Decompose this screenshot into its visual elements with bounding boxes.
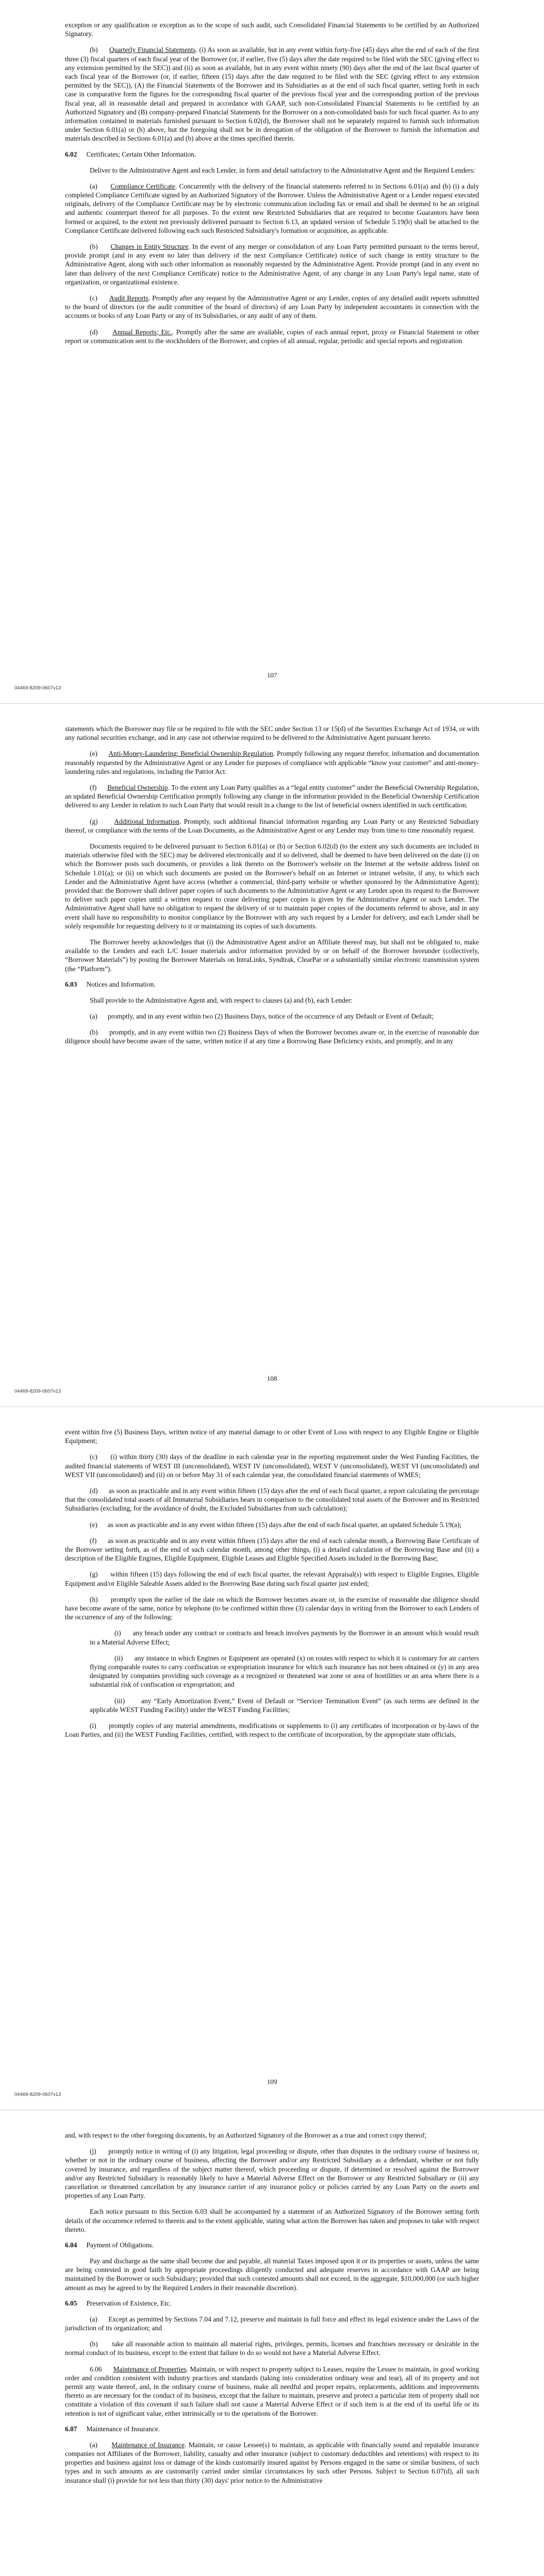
paragraph-text: Maintain, or with respect to property subject to Leases, require the Lessee to maintain, in good working order and condition consistent with industry practices and standards (taking into consideration ordinary wear and tear), all of its property and not permit any waste thereof, and, in the ordinary course of business, make all needful and proper repairs, replacements, additions and improvements thereto as are necessary for the conduct of its business, except that the failure to maintain, preserve and protect a particular item of property shall not constitute a violation of this covenant if such failure shall not cause a Material Adverse Effect or if such item is at the end of its useful life or its retention is not of significant value, either intrinsically or to the operations of the Borrower.: [65, 2365, 479, 2417]
paragraph-text: Documents required to be delivered pursuant to Section 6.01(a) or (b) or Section 6.02(d) (to the extent any such documents are included in materials otherwise filed with the SEC) may be delivered electronically and if so delivered, shall be deemed to have been delivered on the date (i) on which the Borrower posts such documents, or provides a link thereto on the Borrower's website on the Internet at the website address listed on Schedule 1.01(a); or (ii) on which such documents are posted on the Borrower's behalf on an Internet or intranet website, if any, to which each Lender and the Administrative Agent have access (whether a commercial, third-party website or whether sponsored by the Administrative Agent); provided that: the Borrower shall deliver paper copies of such documents to the Administrative Agent or any Lender upon its request to the Borrower to deliver such paper copies until a written request to cease delivering paper copies is given by the Administrative Agent or such Lender. The Administrative Agent shall have no obligation to request the delivery of or to maintain paper copies of the documents referred to above, and in any event shall have no responsibility to monitor compliance by the Borrower with any such request by a Lender for delivery, and each Lender shall be solely responsible for requesting delivery to it or maintaining its copies of such documents.: [65, 842, 479, 930]
clause-heading: Maintenance of Properties: [113, 2365, 187, 2373]
paragraph-text: take all reasonable action to maintain all material rights, privileges, permits, licenses and franchises necessary or desirable in the normal conduct of its business, except to the extent that failure to do so would not have a Material Adverse Effect.: [65, 2340, 479, 2357]
section-number: 6.07: [65, 2425, 77, 2433]
section-number: 6.04: [65, 2241, 77, 2249]
paragraph: [65, 996, 479, 1005]
paragraph-text: (i) As soon as available, but in any event within forty-five (45) days after the end of each of the first three (3) fiscal quarters of each fiscal year of the Borrower (or, if earlier, five (5) days after the date required to be filed with the SEC (giving effect to any extension permitted by the SEC)) and (ii) as soon as available, but in any event within ninety (90) days after the end of the last fiscal quarter of each fiscal year of the Borrower (or, if earlier, fifteen (15) days after the date required to be filed with the SEC (giving effect to any extension permitted by the SEC)), (A) the Financial Statements of the Borrower and its Subsidiaries as at the end of such fiscal quarter, setting forth in each case in comparative form the figures for the corresponding fiscal quarter of the previous fiscal year and the corresponding portion of the previous fiscal year, all in reasonable detail and prepared in accordance with GAAP, such non-Consolidated Financial Statements to be certified by an Authorized Signatory and (B) company-prepared Financial Statements for the Borrower on a non-consolidated basis for such fiscal quarter. As to any information contained in materials furnished pursuant to Section 6.02(d), the Borrower shall not be separately required to furnish such information under Section 6.01(a) or (b) above, but the foregoing shall not be in derogation of the obligation of the Borrower to furnish the information and materials described in Sections 6.01(a) and (b) above at the times specified therein.: [65, 46, 479, 143]
paragraph: [65, 21, 479, 38]
paragraph: [65, 1697, 479, 1714]
paragraph: [65, 166, 479, 175]
clause-heading: Beneficial Ownership: [107, 784, 168, 792]
document-id: 04469-8209-0607v13: [14, 685, 61, 691]
paragraph: (b) Quarterly Financial Statements. (i) As soon as available, but in any event within forty-five (45) days after the end of each of the first three (3) fiscal quarters of each fiscal year of the Borrower (or, if earlier, five (5) days after the date required to be filed with the SEC (giving effect to any extension permitted by the SEC)) and (ii) as soon as available, but in any event within ninety (90) days after the end of the last fiscal quarter of each fiscal year of the Borrower (or, if earlier, fifteen (15) days after the date required to be filed with the SEC (giving effect to any extension permitted by the SEC)), (A) the Financial Statements of the Borrower and its Subsidiaries as at the end of such fiscal quarter, setting forth in each case in comparative form the figures for the corresponding fiscal quarter of the previous fiscal year and the corresponding portion of the previous fiscal year, all in reasonable detail and prepared in accordance with GAAP, such non-Consolidated Financial Statements to be certified by an Authorized Signatory and (B) company-prepared Financial Statements for the Borrower on a non-consolidated basis for such fiscal quarter. As to any information contained in materials furnished pursuant to Section 6.02(d), the Borrower shall not be separately required to furnish such information under Section 6.01(a) or (b) above, but the foregoing shall not be in derogation of the obligation of the Borrower to furnish the information and materials described in Sections 6.01(a) and (b) above at the times specified therein.: [65, 46, 479, 143]
paragraph: (e) Anti-Money-Laundering; Beneficial Ownership Regulation. Promptly following any request therefor, information and documentation reasonably requested by the Administrative Agent or any Lender for purposes of compliance with applicable “know your customer” and anti-money-laundering rules and regulations, including the Patriot Act.: [65, 750, 479, 775]
document-id: 04469-8209-0607v13: [14, 1388, 61, 1394]
paragraph-text: statements which the Borrower may file or be required to file with the SEC under Section 13 or 15(d) of the Securities Exchange Act of 1934, or with any national securities exchange, and in any case not otherwise required to be delivered to the Administrative Agent pursuant hereto.: [65, 725, 479, 742]
paragraph-text: (i) within thirty (30) days of the deadline in each calendar year in the reporting requirement under the West Funding Facilities, the audited financial statements of WEST III (unconsolidated), WEST IV (unconsolidated), WEST V (unconsolidated), WEST VI (unconsolidated) and WEST VII (unconsolidated) and (ii) on or before May 31 of each calendar year, the consolidated financial statements of WMES;: [65, 1453, 479, 1479]
clause-label: (d): [90, 1487, 98, 1495]
paragraph: [65, 1570, 479, 1587]
paragraph-text: any instance in which Engines or Equipment are operated (x) on routes with respect to which it is customary for air carriers flying comparable routes to carry confiscation or expropriation insurance for which such insurance has not been obtained or (y) in any area designated by companies providing such coverage as a recognized or threatened war zone or area of hostilities or an area where there is a substantial risk of confiscation or expropriation; and: [90, 1654, 479, 1689]
paragraph-text: Shall provide to the Administrative Agent and, with respect to clauses (a) and (b), each Lender:: [90, 996, 353, 1004]
section-number: 6.05: [65, 2299, 77, 2307]
page-108: [0, 703, 544, 1406]
paragraph: [65, 1486, 479, 1513]
section-heading: [65, 2425, 479, 2433]
clause-label: (b): [90, 2340, 98, 2348]
page-110: [0, 2110, 544, 2576]
clause-label: (a): [90, 2315, 97, 2323]
paragraph: [65, 1721, 479, 1739]
section-heading: [65, 150, 479, 159]
clause-label: (h): [90, 1595, 98, 1603]
paragraph: [65, 842, 479, 930]
paragraph-text: Each notice pursuant to this Section 6.03 shall be accompanied by a statement of an Authorized Signatory of the Borrower setting forth details of the occurrence referred to therein and to the extent applicable, stating what action the Borrower has taken and proposes to take with respect thereto.: [65, 2208, 479, 2233]
clause-label: (g): [90, 817, 98, 825]
paragraph-text: as soon as practicable and in any event within fifteen (15) days after the end of each fiscal quarter, a report calculating the percentage that the consolidated total assets of all Immaterial Subsidiaries bears in comparison to the consolidated total assets of the Borrower and its Restricted Subsidiaries (excluding, for the avoidance of doubt, the Excluded Subsidiaries from such calculation);: [65, 1487, 479, 1513]
page-number: 107: [267, 671, 277, 679]
clause-label: (d): [90, 328, 98, 336]
section-heading: [65, 2299, 479, 2308]
paragraph: [65, 938, 479, 973]
paragraph-text: promptly copies of any material amendments, modifications or supplements to (i) any certificates of incorporation or by-laws of the Loan Parties, and (ii) the WEST Funding Facilities, certified, with respect to the certificate of incorporation, by the appropriate state officials,: [65, 1722, 480, 1739]
paragraph-text: Promptly after any request by the Administrative Agent or any Lender, copies of any detailed audit reports submitted to the board of directors (or the audit committee of the board of directors) of any Loan Party by independent accountants in connection with the accounts or books of any Loan Party or any of its Subsidiaries, or any audit of any of them.: [65, 294, 479, 320]
clause-label: (iii): [114, 1697, 125, 1705]
paragraph-text: any “Early Amortization Event,” Event of Default or “Servicer Termination Event” (as such terms are defined in the applicable WEST Funding Facility) under the WEST Funding Facilities;: [90, 1697, 479, 1714]
clause-heading: Quarterly Financial Statements: [109, 46, 196, 54]
clause-label: (g): [90, 1570, 98, 1579]
paragraph: (c) Audit Reports. Promptly after any request by the Administrative Agent or any Lender, copies of any detailed audit reports submitted to the board of directors (or the audit committee of the board of directors) of any Loan Party by independent accountants in connection with the accounts or books of any Loan Party or any of its Subsidiaries, or any audit of any of them.: [65, 294, 479, 320]
paragraph: [65, 1520, 479, 1529]
paragraph: [65, 1012, 479, 1021]
clause-heading: Changes in Entity Structure: [110, 243, 189, 251]
clause-label: (b): [90, 1028, 98, 1037]
paragraph: 6.06 Maintenance of Properties. Maintain, or with respect to property subject to Leases, require the Lessee to maintain, in good working order and condition consistent with industry practices and standards (taking into consideration ordinary wear and tear), all of its property and not permit any waste thereof, and, in the ordinary course of business, make all needful and proper repairs, replacements, additions and improvements thereto as are necessary for the conduct of its business, except that the failure to maintain, preserve and protect a particular item of property shall not constitute a violation of this covenant if such failure shall not cause a Material Adverse Effect or if such item is at the end of its useful life or its retention is not of significant value, either intrinsically or to the operations of the Borrower.: [65, 2365, 479, 2417]
clause-label: (i): [114, 1629, 121, 1637]
section-heading: [65, 980, 479, 989]
paragraph: [65, 1536, 479, 1563]
paragraph-text: and, with respect to the other foregoing documents, by an Authorized Signatory of the Borrower as a true and correct copy thereof;: [65, 2131, 426, 2139]
clause-heading: Audit Reports: [109, 294, 149, 302]
paragraph: [65, 1028, 479, 1045]
paragraph-text: Except as permitted by Sections 7.04 and 7.12, preserve and maintain in full force and effect its legal existence under the Laws of the jurisdiction of its organization; and: [65, 2315, 479, 2332]
page-109: [0, 1406, 544, 2110]
paragraph: (g) Additional Information. Promptly, such additional financial information regarding any Loan Party or any Restricted Subsidiary thereof, or compliance with the terms of the Loan Documents, as the Administrative Agent or any Lender may from time to time reasonably request.: [65, 817, 479, 834]
section-title: Maintenance of Insurance.: [86, 2425, 160, 2433]
clause-label: (a): [90, 182, 97, 190]
page-number: 108: [267, 1375, 277, 1382]
paragraph: [65, 2257, 479, 2292]
clause-label: (c): [90, 294, 97, 302]
paragraph-text: Promptly, such additional financial information regarding any Loan Party or any Restricted Subsidiary thereof, or compliance with the terms of the Loan Documents, as the Administrative Agent or any Lender may from time to time reasonably request.: [65, 817, 479, 834]
section-title: Payment of Obligations.: [86, 2241, 154, 2249]
paragraph: [65, 1452, 479, 1479]
paragraph: [65, 1428, 479, 1445]
paragraph: [65, 2315, 479, 2332]
clause-label: (b): [90, 243, 98, 251]
clause-heading: Additional Information: [114, 817, 179, 825]
paragraph-text: Promptly following any request therefor, information and documentation reasonably requested by the Administrative Agent or any Lender for purposes of compliance with applicable “know your customer” and anti-money-laundering rules and regulations, including the Patriot Act.: [65, 750, 479, 775]
clause-heading: Anti-Money-Laundering; Beneficial Ownership Regulation: [108, 750, 273, 758]
paragraph-text: event within five (5) Business Days, written notice of any material damage to or other Event of Loss with respect to any Eligible Engine or Eligible Equipment;: [65, 1428, 479, 1445]
paragraph: (b) Changes in Entity Structure. In the event of any merger or consolidation of any Loan Party permitted pursuant to the terms hereof, provide prompt (and in any event no later than delivery of the next Compliance Certificate) notice of such change in entity structure to the Administrative Agent, along with such other information as reasonably requested by the Administrative Agent. Provide prompt (and in any event no later than delivery of the next Compliance Certificate) notice to the Administrative Agent, of any change in any Loan Party's legal name, state of organization, or organizational existence.: [65, 243, 479, 286]
clause-heading: Compliance Certificate: [110, 182, 175, 190]
section-heading: [65, 2241, 479, 2249]
paragraph-text: promptly upon the earlier of the date on which the Borrower becomes aware or, in the exercise of reasonable due diligence should have become aware of the same, notice by telephone (to be confirmed within three (3) calendar days in writing from the Borrower to each Lenders of the occurrence of any of the following:: [65, 1595, 479, 1621]
paragraph: [65, 2147, 479, 2200]
paragraph-text: The Borrower hereby acknowledges that (i) the Administrative Agent and/or an Affiliate thereof may, but shall not be obligated to, make available to the Lenders and each L/C Issuer materials and/or information provided by or on behalf of the Borrower hereunder (collectively, “Borrower Materials”) by posting the Borrower Materials on IntraLinks, Syndtrak, ClearPar or a substantially similar electronic transmission system (the “Platform”).: [65, 938, 479, 973]
paragraph-text: as soon as practicable and in any event within fifteen (15) days after the end of each calendar month, a Borrowing Base Certificate of the Borrower setting forth, as of the end of such calendar month, among other things, (i) a detailed calculation of the Borrowing Base and (ii) a description of the Eligible Engines, Eligible Equipment, Eligible Leases and Eligible Specified Assets included in the Borrowing Base;: [65, 1536, 479, 1563]
page-number: 109: [267, 2078, 277, 2086]
paragraph-text: promptly, and in any event within two (2) Business Days, notice of the occurrence of any Default or Event of Default;: [107, 1012, 434, 1021]
paragraph: [65, 1595, 479, 1622]
clause-label: (f): [90, 784, 97, 792]
paragraph-text: Deliver to the Administrative Agent and each Lender, in form and detail satisfactory to the Administrative Agent and the Required Lenders:: [90, 166, 475, 174]
paragraph: [65, 2207, 479, 2234]
paragraph: [65, 1654, 479, 1689]
clause-heading: Maintenance of Insurance: [111, 2441, 185, 2449]
paragraph: (a) Maintenance of Insurance. Maintain, or cause Lessee(s) to maintain, as applicable with financially sound and reputable insurance companies not Affiliates of the Borrower, liability, casualty and other insurance (subject to customary deductibles and retentions) with respect to its properties and business against loss or damage of the kinds customarily insured against by Persons engaged in the same or similar business, of such types and in such amounts as are customarily carried under similar circumstances by such other Persons. Subject to Section 6.07(d), all such insurance shall (i) provide for not less than thirty (30) days' prior notice to the Administrative: [65, 2441, 479, 2484]
section-title: Certificates; Certain Other Information.: [86, 150, 196, 158]
paragraph-text: Concurrently with the delivery of the financial statements referred to in Sections 6.01(a) and (b) (i) a duly completed Compliance Certificate signed by an Authorized Signatory of the Borrower. Unless the Administrative Agent or a Lender request executed originals, delivery of the Compliance Certificate may be by electronic communication including fax or email and shall be deemed to be an original and authentic counterpart thereof for all purposes. To the extent new Restricted Subsidiaries that are required to become Guarantors have been formed or acquired, to the extent not previously delivered pursuant to Section 6.13, an updated version of Schedule 5.19(b) shall be attached to the Compliance Certificate delivered following each such Restricted Subsidiary's formation or acquisition, as applicable.: [65, 182, 480, 234]
paragraph: [65, 2131, 479, 2140]
paragraph-text: exception or any qualification or exception as to the scope of such audit, such Consolidated Financial Statements to be certified by an Authorized Signatory.: [65, 21, 479, 38]
paragraph: [65, 1629, 479, 1646]
section-number: 6.03: [65, 980, 77, 988]
paragraph: (f) Beneficial Ownership. To the extent any Loan Party qualifies as a “legal entity customer” under the Beneficial Ownership Regulation, an updated Beneficial Ownership Certification promptly following any change in the information provided in the Beneficial Ownership Certification delivered to any Lender in relation to such Loan Party that would result in a change to the list of beneficial owners identified in such certification.: [65, 784, 479, 809]
paragraph-text: as soon as practicable and in any event within fifteen (15) days after the end of each fiscal quarter, an updated Schedule 5.19(a);: [107, 1520, 461, 1529]
clause-label: (a): [90, 2441, 97, 2449]
paragraph-text: To the extent any Loan Party qualifies as a “legal entity customer” under the Beneficial Ownership Regulation, an updated Beneficial Ownership Certification promptly following any change in the information provided in the Beneficial Ownership Certification delivered to any Lender in relation to such Loan Party that would result in a change to the list of beneficial owners identified in such certification.: [65, 784, 479, 809]
clause-label: (f): [90, 1536, 97, 1545]
clause-label: (j): [90, 2147, 96, 2156]
section-title: Notices and Information.: [86, 980, 156, 988]
paragraph: [65, 2340, 479, 2357]
paragraph-text: In the event of any merger or consolidation of any Loan Party permitted pursuant to the terms hereof, provide prompt (and in any event no later than delivery of the next Compliance Certificate) notice of such change in entity structure to the Administrative Agent, along with such other information as reasonably requested by the Administrative Agent. Provide prompt (and in any event no later than delivery of the next Compliance Certificate) notice to the Administrative Agent, of any change in any Loan Party's legal name, state of organization, or organizational existence.: [65, 243, 479, 286]
clause-label: 6.06: [90, 2365, 102, 2373]
paragraph-text: any breach under any contract or contracts and breach involves payments by the Borrower in an amount which would result in a Material Adverse Effect;: [90, 1629, 479, 1646]
paragraph: (d) Annual Reports; Etc.. Promptly after the same are available, copies of each annual report, proxy or Financial Statement or other report or communication sent to the stockholders of the Borrower, and copies of all annual, regular, periodic and special reports and registration: [65, 328, 479, 345]
paragraph-text: Maintain, or cause Lessee(s) to maintain, as applicable with financially sound and reputable insurance companies not Affiliates of the Borrower, liability, casualty and other insurance (subject to customary deductibles and retentions) with respect to its properties and business against loss or damage of the kinds customarily insured against by Persons engaged in the same or similar business, of such types and in such amounts as are customarily carried under similar circumstances by such other Persons. Subject to Section 6.07(d), all such insurance shall (i) provide for not less than thirty (30) days' prior notice to the Administrative: [65, 2441, 479, 2484]
paragraph: (a) Compliance Certificate. Concurrently with the delivery of the financial statements referred to in Sections 6.01(a) and (b) (i) a duly completed Compliance Certificate signed by an Authorized Signatory of the Borrower. Unless the Administrative Agent or a Lender request executed originals, delivery of the Compliance Certificate may be by electronic communication including fax or email and shall be deemed to be an original and authentic counterpart thereof for all purposes. To the extent new Restricted Subsidiaries that are required to become Guarantors have been formed or acquired, to the extent not previously delivered pursuant to Section 6.13, an updated version of Schedule 5.19(b) shall be attached to the Compliance Certificate delivered following each such Restricted Subsidiary's formation or acquisition, as applicable.: [65, 182, 480, 234]
clause-label: (ii): [114, 1654, 123, 1662]
clause-label: (i): [90, 1722, 96, 1730]
clause-label: (e): [90, 750, 97, 758]
clause-label: (c): [90, 1453, 97, 1461]
paragraph-text: promptly notice in writing of (i) any litigation, legal proceeding or dispute, other than disputes in the ordinary course of business or, whether or not in the ordinary course of business, affecting the Borrower and/or any Restricted Subsidiary as a defendant, whether or not fully covered by insurance, and regardless of the subject matter thereof, which proceeding or dispute, if determined or resolved against the Borrower and/or any Restricted Subsidiary is reasonably likely to have a Material Adverse Effect on the Borrower or any Restricted Subsidiary or (ii) any cancellation or threatened cancellation by any insurance carrier of any insurance policy or policies carried by any Loan Party on the assets and properties of any Loan Party.: [65, 2147, 479, 2200]
paragraph-text: within fifteen (15) days following the end of each fiscal quarter, the relevant Appraisal(s) with respect to Eligible Engines, Eligible Equipment and/or Eligible Saleable Assets added to the Borrowing Base during such fiscal quarter just ended;: [65, 1570, 480, 1587]
paragraph-text: promptly, and in any event within two (2) Business Days of when the Borrower becomes aware or, in the exercise of reasonable due diligence should have become aware of the same, written notice if at any time a Borrowing Base Deficiency exists, and promptly, and in any: [65, 1028, 480, 1045]
clause-label: (b): [90, 46, 98, 54]
paragraph: [65, 724, 479, 742]
section-number: 6.02: [65, 150, 77, 158]
paragraph-text: Promptly after the same are available, copies of each annual report, proxy or Financial Statement or other report or communication sent to the stockholders of the Borrower, and copies of all annual, regular, periodic and special reports and registration: [65, 328, 479, 345]
document-id: 04469-8209-0607v13: [14, 2092, 61, 2097]
clause-heading: Annual Reports; Etc.: [112, 328, 172, 336]
paragraph-text: Pay and discharge as the same shall become due and payable, all material Taxes imposed upon it or its properties or assets, unless the same are being contested in good faith by appropriate proceedings diligently conducted and adequate reserves in accordance with GAAP are being maintained by the Borrower or such Subsidiary; provided that such contested amounts shall not exceed, in the aggregate, $10,000,000 (or such higher amount as may be agreed to by the Required Lenders in their reasonable discretion).: [65, 2257, 479, 2292]
section-title: Preservation of Existence, Etc.: [86, 2299, 172, 2307]
page-107: [0, 0, 544, 703]
clause-label: (e): [90, 1520, 97, 1529]
clause-label: (a): [90, 1012, 97, 1021]
